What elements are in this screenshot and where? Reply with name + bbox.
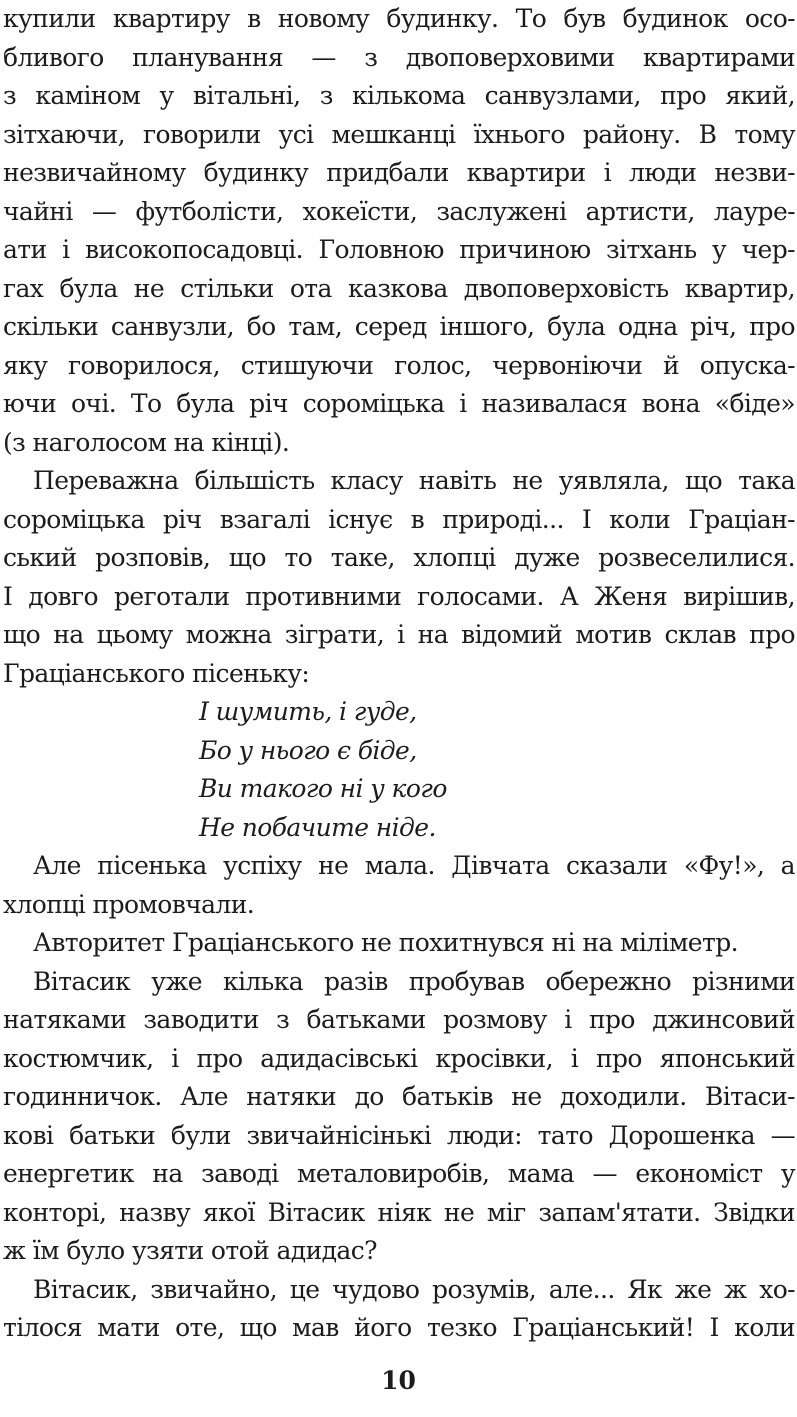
text-line: конторі, назву якої Вітасик ніяк не міг запам'ятати. Звідки <box>3 1197 795 1227</box>
text-line: зітхаючи, говорили усі мешканці їхнього району. В тому <box>3 119 795 149</box>
verse-line: І шумить, і гуде, <box>199 697 417 726</box>
text-line: незвичайному будинку придбали квартири і люди незви- <box>3 158 795 187</box>
text-line: хлопці промовчали. <box>3 889 255 919</box>
text-line: Граціанського пісеньку: <box>3 658 310 688</box>
text-line: Переважна більшість класу навіть не уявляла, що така <box>33 466 795 495</box>
page-number: 10 <box>381 1366 416 1395</box>
text-line: яку говорилося, стишуючи голос, червоніючи й опуска- <box>3 350 795 380</box>
text-line: Але пісенька успіху не мала. Дівчата сказали «Фу!», а <box>33 851 795 880</box>
text-line: ський розповів, що то таке, хлопці дуже розвеселилися. <box>3 543 795 572</box>
text-line: енергетик на заводі металовиробів, мама — економіст у <box>3 1159 795 1188</box>
text-line: бливого планування — з двоповерховими квартирами <box>3 42 795 72</box>
text-line: Вітасик, звичайно, це чудово розумів, але... Як же ж хо- <box>33 1274 795 1304</box>
paragraph <box>3 0 795 462</box>
text-line: годинничок. Але натяки до батьків не доходили. Вітаси- <box>3 1082 795 1111</box>
text-line: ючи очі. То була річ сороміцька і називалася вона «біде» <box>3 389 795 418</box>
text-line: костюмчик, і про адидасівські кросівки, і про японський <box>3 1043 795 1073</box>
paragraph <box>3 924 795 963</box>
verse <box>3 693 795 847</box>
text-line: кові батьки були звичайнісінькі люди: тато Дорошенка — <box>3 1120 795 1150</box>
paragraph <box>3 847 795 924</box>
text-line: ж їм було узяти отой адидас? <box>3 1236 377 1265</box>
text-line: натяками заводити з батьками розмову і про джинсовий <box>3 1005 795 1034</box>
text-line: сороміцька річ взагалі існує в природі... І коли Граціан- <box>3 504 795 534</box>
text-line: І довго реготали противними голосами. А Женя вирішив, <box>3 581 795 611</box>
text-line: з каміном у вітальні, з кількома санвузлами, про який, <box>3 81 795 110</box>
text-line: Авторитет Граціанського не похитнувся ні на міліметр. <box>33 928 738 957</box>
text-line: тілося мати оте, що мав його тезко Граціанський! І коли <box>3 1313 795 1342</box>
text-line: чайні — футболісти, хокеїсти, заслужені артисти, лауре- <box>3 196 795 226</box>
text-line: скільки санвузли, бо там, серед іншого, була одна річ, про <box>3 312 795 341</box>
page-text <box>3 0 795 1348</box>
paragraph <box>3 462 795 693</box>
paragraph <box>3 1271 795 1348</box>
verse-line: Бо у нього є біде, <box>199 735 417 765</box>
paragraph <box>3 963 795 1271</box>
verse-line: Не побачите ніде. <box>199 812 436 842</box>
text-line: Вітасик уже кілька разів пробував обережно різними <box>33 966 795 996</box>
text-line: (з наголосом на кінці). <box>3 427 290 457</box>
text-line: ати і високопосадовці. Головною причиною зітхань у чер- <box>3 235 795 264</box>
text-line: гах була не стільки ота казкова двоповерховість квартир, <box>3 273 795 303</box>
text-line: купили квартиру в новому будинку. То був будинок осо- <box>3 4 795 33</box>
verse-line: Ви такого ні у кого <box>199 774 447 803</box>
text-line: що на цьому можна зіграти, і на відомий мотив склав про <box>3 620 795 649</box>
